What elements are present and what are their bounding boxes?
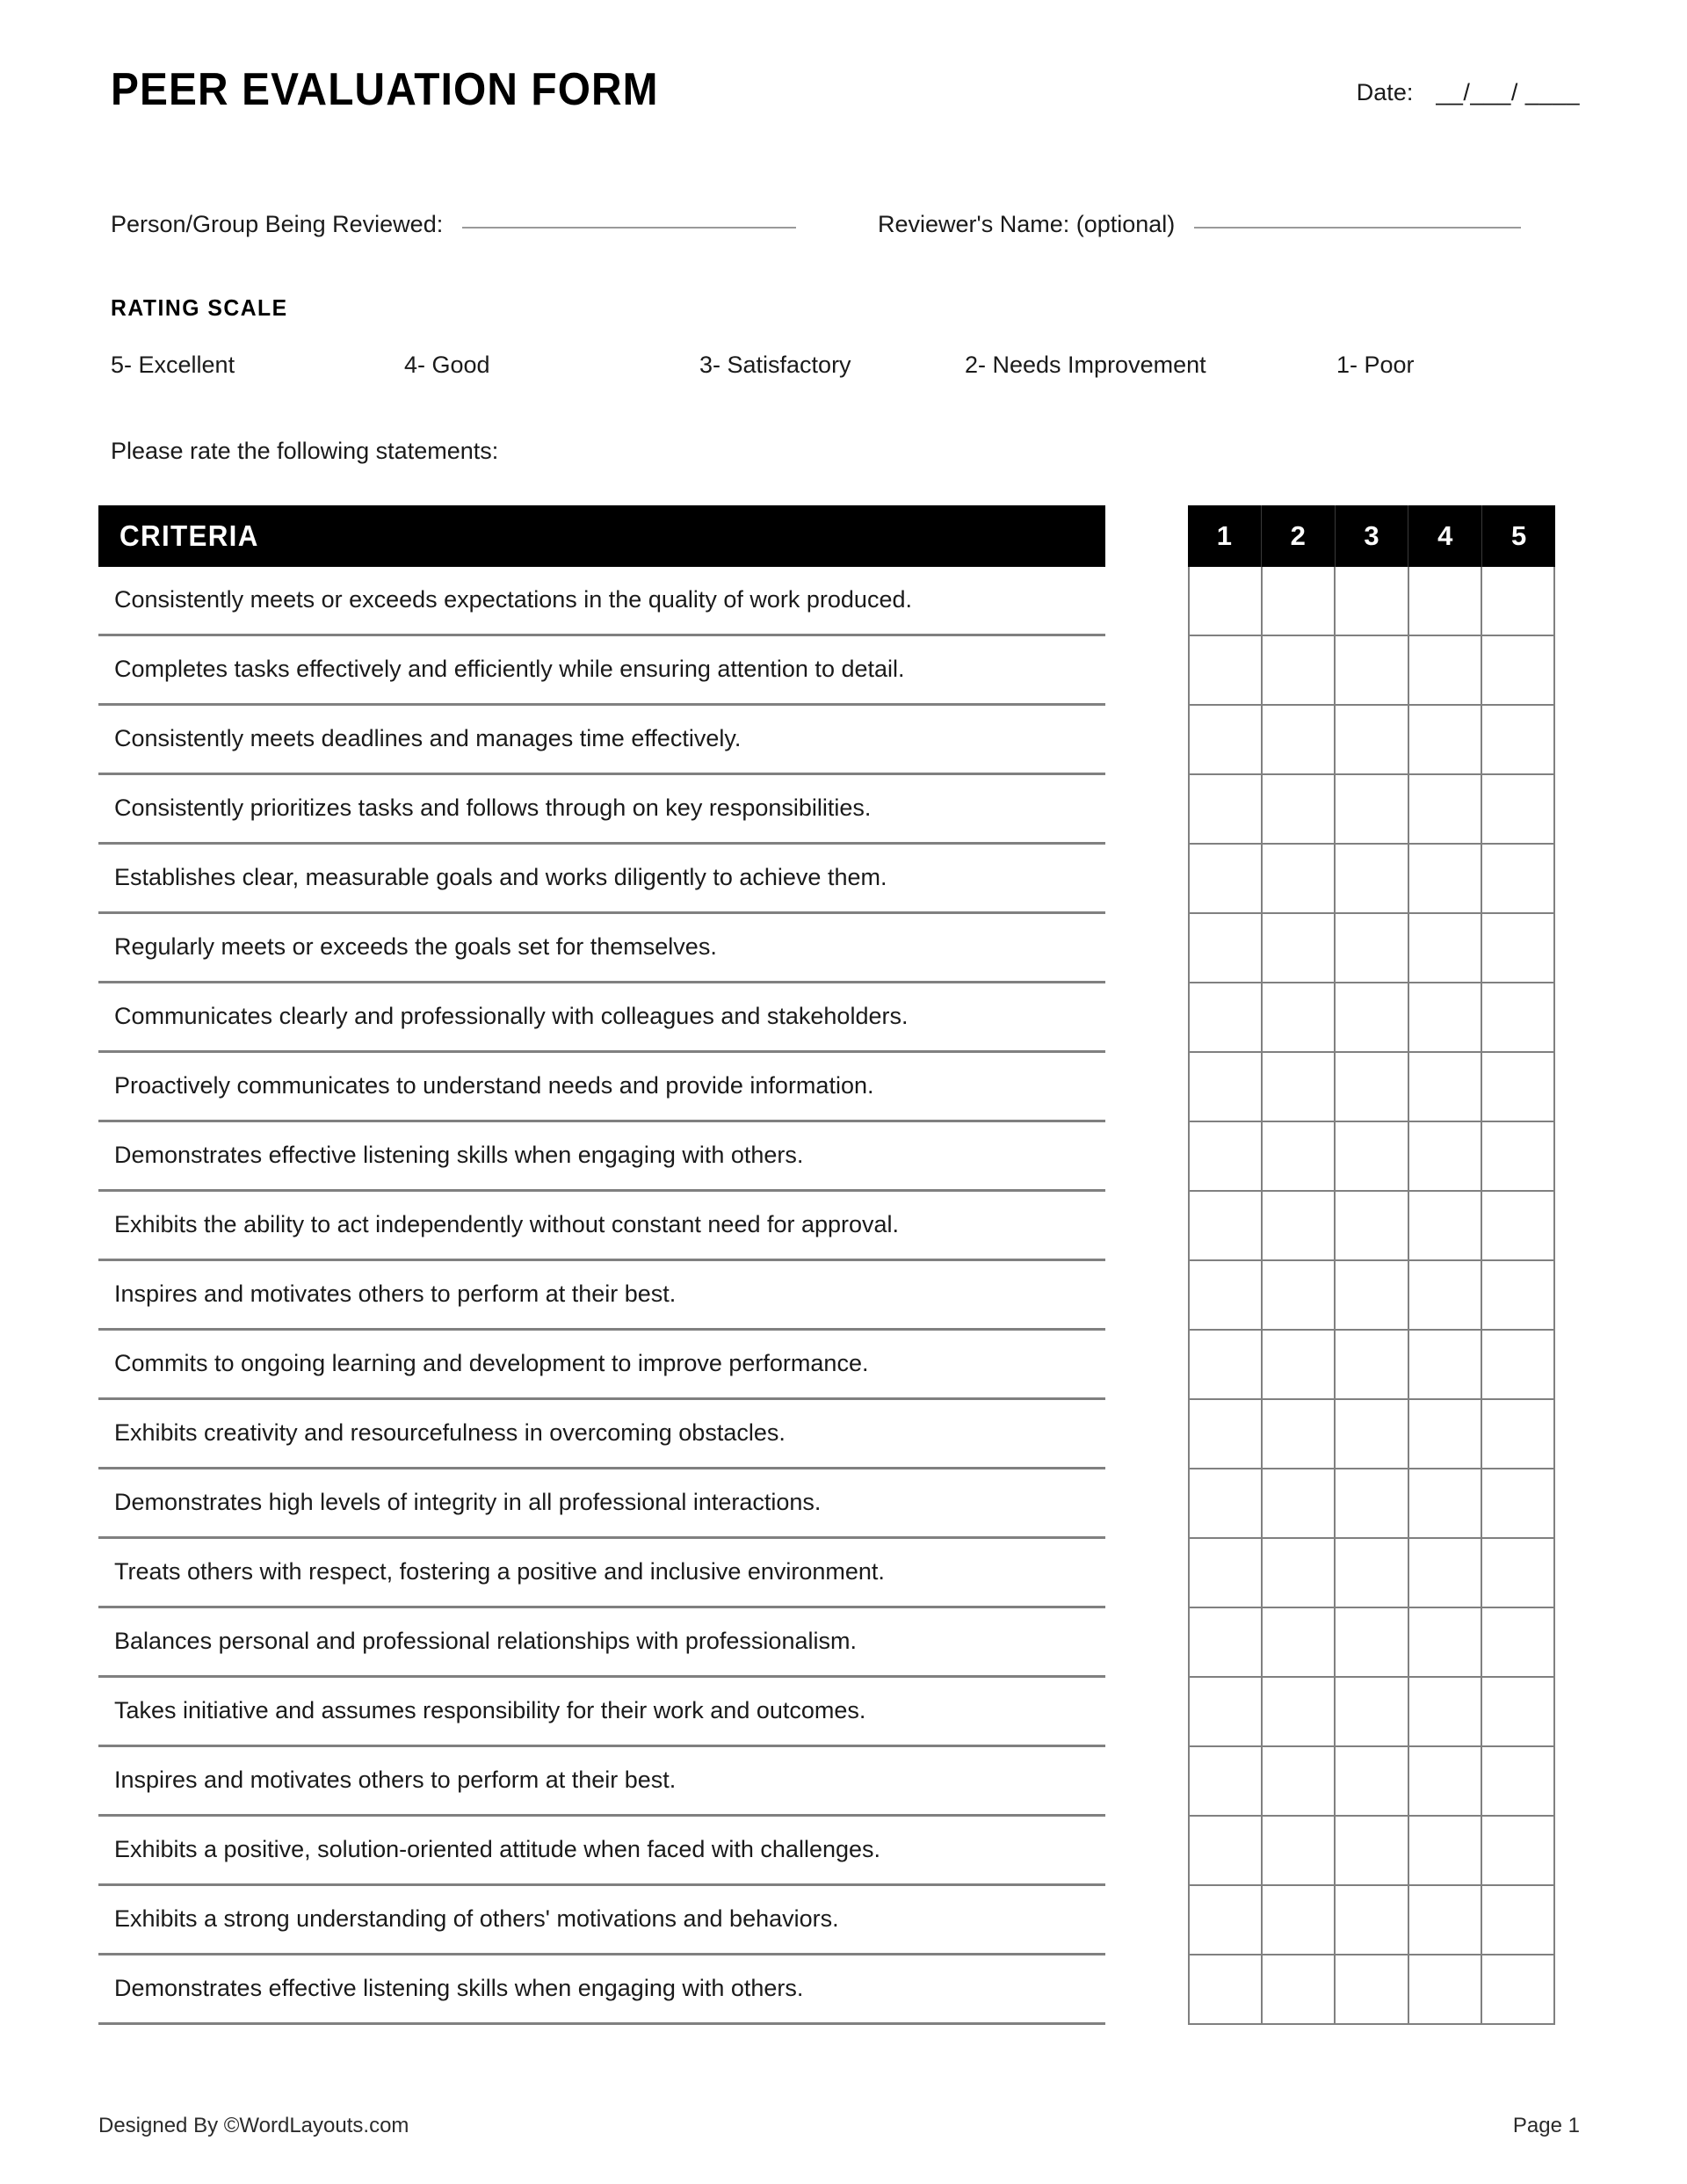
rating-cell-4[interactable] <box>1409 1122 1482 1192</box>
rating-cell-5[interactable] <box>1482 1469 1555 1539</box>
criteria-row <box>98 567 1105 636</box>
reviewer-name-label: Reviewer's Name: (optional) <box>878 211 1176 237</box>
rating-grid-body <box>1188 567 1555 2025</box>
date-field-group <box>1357 79 1580 106</box>
rating-grid-row <box>1190 1469 1555 1539</box>
rating-cell-3[interactable] <box>1336 1192 1408 1261</box>
rating-cell-1[interactable] <box>1190 1122 1263 1192</box>
rating-cell-5[interactable] <box>1482 1747 1555 1817</box>
rating-cell-3[interactable] <box>1336 1608 1408 1678</box>
criteria-text: Consistently meets deadlines and manages time effectively. <box>114 725 742 752</box>
criteria-text: Demonstrates high levels of integrity in all professional interactions. <box>114 1489 822 1516</box>
criteria-row <box>98 845 1105 914</box>
rating-scale-item-3: 3- Satisfactory <box>699 352 851 378</box>
rating-cell-4[interactable] <box>1409 1331 1482 1400</box>
criteria-text: Exhibits a strong understanding of others' motivations and behaviors. <box>114 1905 839 1933</box>
rating-cell-3[interactable] <box>1336 636 1408 706</box>
rating-cell-4[interactable] <box>1409 1053 1482 1122</box>
rating-cell-1[interactable] <box>1190 1053 1263 1122</box>
rating-grid-row <box>1190 845 1555 914</box>
rating-cell-3[interactable] <box>1336 1122 1408 1192</box>
criteria-row <box>98 1955 1105 2025</box>
rating-cell-2[interactable] <box>1263 914 1336 983</box>
rating-cell-4[interactable] <box>1409 1192 1482 1261</box>
rating-grid-row <box>1190 1261 1555 1331</box>
rating-cell-2[interactable] <box>1263 1955 1336 2025</box>
person-group-reviewed-label: Person/Group Being Reviewed: <box>111 211 444 237</box>
page-title: PEER EVALUATION FORM <box>111 64 659 115</box>
rating-grid-row <box>1190 1331 1555 1400</box>
rating-cell-1[interactable] <box>1190 1886 1263 1955</box>
rating-cell-2[interactable] <box>1263 1122 1336 1192</box>
rating-cell-4[interactable] <box>1409 1261 1482 1331</box>
person-group-reviewed-field <box>111 211 796 238</box>
criteria-text: Demonstrates effective listening skills when engaging with others. <box>114 1975 804 2002</box>
rating-cell-3[interactable] <box>1336 1469 1408 1539</box>
rating-cell-5[interactable] <box>1482 706 1555 775</box>
rating-cell-2[interactable] <box>1263 1331 1336 1400</box>
rating-cell-5[interactable] <box>1482 1331 1555 1400</box>
rating-cell-3[interactable] <box>1336 1261 1408 1331</box>
rating-cell-3[interactable] <box>1336 914 1408 983</box>
rating-scale-item-5: 5- Excellent <box>111 352 235 378</box>
rating-cell-4[interactable] <box>1409 1747 1482 1817</box>
page-footer <box>98 2114 1580 2138</box>
identity-row <box>111 211 1580 251</box>
rating-cell-5[interactable] <box>1482 1608 1555 1678</box>
rating-cell-5[interactable] <box>1482 1122 1555 1192</box>
rating-cell-2[interactable] <box>1263 1886 1336 1955</box>
rating-grid-row <box>1190 706 1555 775</box>
criteria-row <box>98 1469 1105 1539</box>
person-group-reviewed-input[interactable] <box>462 227 796 229</box>
rating-column-header-2: 2 <box>1261 505 1335 567</box>
rating-grid-row <box>1190 775 1555 845</box>
rating-grid-row <box>1190 1122 1555 1192</box>
page-number: Page 1 <box>1512 2114 1580 2137</box>
rating-cell-1[interactable] <box>1190 567 1263 636</box>
rating-column-header-1: 1 <box>1216 520 1233 551</box>
criteria-row <box>98 1747 1105 1817</box>
criteria-text: Balances personal and professional relationships with professionalism. <box>114 1628 857 1655</box>
criteria-row <box>98 1817 1105 1886</box>
criteria-row <box>98 983 1105 1053</box>
criteria-text: Commits to ongoing learning and development to improve performance. <box>114 1350 869 1377</box>
rating-cell-4[interactable] <box>1409 983 1482 1053</box>
rating-cell-5[interactable] <box>1482 1261 1555 1331</box>
rating-grid-row <box>1190 1053 1555 1122</box>
rating-grid-row <box>1190 1678 1555 1747</box>
criteria-table-header <box>98 505 1105 567</box>
rating-cell-2[interactable] <box>1263 983 1336 1053</box>
rating-cell-2[interactable] <box>1263 1261 1336 1331</box>
rating-grid-row <box>1190 1955 1555 2025</box>
criteria-row <box>98 706 1105 775</box>
criteria-row <box>98 1122 1105 1192</box>
criteria-text: Completes tasks effectively and efficiently while ensuring attention to detail. <box>114 656 905 683</box>
rating-cell-4[interactable] <box>1409 1469 1482 1539</box>
rating-cell-4[interactable] <box>1409 1817 1482 1886</box>
rating-cell-2[interactable] <box>1263 1192 1336 1261</box>
rating-cell-3[interactable] <box>1336 1955 1408 2025</box>
rating-cell-3[interactable] <box>1336 567 1408 636</box>
rating-cell-2[interactable] <box>1263 1539 1336 1608</box>
criteria-row <box>98 1886 1105 1955</box>
rating-cell-3[interactable] <box>1336 845 1408 914</box>
rating-grid <box>1188 505 1555 2025</box>
rating-cell-1[interactable] <box>1190 1608 1263 1678</box>
rating-scale-item-4: 4- Good <box>404 352 490 378</box>
criteria-row <box>98 1261 1105 1331</box>
criteria-row <box>98 775 1105 845</box>
rating-cell-1[interactable] <box>1190 636 1263 706</box>
rating-cell-5[interactable] <box>1482 1053 1555 1122</box>
rating-cell-5[interactable] <box>1482 914 1555 983</box>
rating-cell-2[interactable] <box>1263 567 1336 636</box>
rating-cell-5[interactable] <box>1482 1400 1555 1469</box>
rating-cell-5[interactable] <box>1482 1886 1555 1955</box>
rating-cell-3[interactable] <box>1336 1539 1408 1608</box>
criteria-row <box>98 1608 1105 1678</box>
criteria-text: Communicates clearly and professionally with colleagues and stakeholders. <box>114 1003 909 1030</box>
rating-cell-1[interactable] <box>1190 1261 1263 1331</box>
criteria-text: Exhibits the ability to act independently without constant need for approval. <box>114 1211 900 1238</box>
rating-column-header-3: 3 <box>1335 505 1408 567</box>
rating-cell-4[interactable] <box>1409 1886 1482 1955</box>
criteria-table <box>98 505 1105 2025</box>
criteria-text: Inspires and motivates others to perform at their best. <box>114 1281 677 1308</box>
rating-cell-1[interactable] <box>1190 1678 1263 1747</box>
rating-cell-3[interactable] <box>1336 1678 1408 1747</box>
rating-grid-row <box>1190 1539 1555 1608</box>
rating-cell-5[interactable] <box>1482 1678 1555 1747</box>
rating-cell-5[interactable] <box>1482 1539 1555 1608</box>
reviewer-name-field <box>878 211 1521 238</box>
rating-cell-4[interactable] <box>1409 1678 1482 1747</box>
rating-cell-2[interactable] <box>1263 845 1336 914</box>
rating-cell-4[interactable] <box>1409 706 1482 775</box>
rating-grid-header <box>1188 505 1555 567</box>
criteria-text: Demonstrates effective listening skills when engaging with others. <box>114 1142 804 1169</box>
rating-column-header-4: 4 <box>1408 505 1481 567</box>
rating-grid-row <box>1190 1400 1555 1469</box>
criteria-row <box>98 636 1105 706</box>
rating-cell-2[interactable] <box>1263 1608 1336 1678</box>
rating-grid-row <box>1190 914 1555 983</box>
rating-cell-3[interactable] <box>1336 775 1408 845</box>
rating-cell-5[interactable] <box>1482 1817 1555 1886</box>
criteria-text: Regularly meets or exceeds the goals set for themselves. <box>114 933 717 961</box>
rating-cell-2[interactable] <box>1263 1678 1336 1747</box>
rating-cell-4[interactable] <box>1409 1608 1482 1678</box>
criteria-row <box>98 914 1105 983</box>
rating-cell-1[interactable] <box>1190 1192 1263 1261</box>
criteria-row <box>98 1539 1105 1608</box>
criteria-row <box>98 1331 1105 1400</box>
rating-cell-5[interactable] <box>1482 1955 1555 2025</box>
criteria-list <box>98 567 1105 2025</box>
rating-cell-5[interactable] <box>1482 775 1555 845</box>
rating-cell-5[interactable] <box>1482 983 1555 1053</box>
reviewer-name-input[interactable] <box>1194 227 1521 229</box>
rating-cell-3[interactable] <box>1336 983 1408 1053</box>
rating-cell-3[interactable] <box>1336 1747 1408 1817</box>
date-label: Date: <box>1356 79 1414 105</box>
rating-cell-3[interactable] <box>1336 1400 1408 1469</box>
rating-cell-4[interactable] <box>1409 1400 1482 1469</box>
criteria-text: Inspires and motivates others to perform at their best. <box>114 1767 677 1794</box>
criteria-text: Proactively communicates to understand needs and provide information. <box>114 1072 874 1099</box>
rating-grid-row <box>1190 983 1555 1053</box>
criteria-row <box>98 1192 1105 1261</box>
rating-grid-row <box>1190 1192 1555 1261</box>
rating-cell-2[interactable] <box>1263 1469 1336 1539</box>
rating-cell-2[interactable] <box>1263 1400 1336 1469</box>
rating-cell-1[interactable] <box>1190 1817 1263 1886</box>
rating-cell-3[interactable] <box>1336 1817 1408 1886</box>
rating-cell-5[interactable] <box>1482 636 1555 706</box>
criteria-text: Treats others with respect, fostering a positive and inclusive environment. <box>114 1558 885 1585</box>
rating-grid-row <box>1190 567 1555 636</box>
rating-scale-item-2: 2- Needs Improvement <box>965 352 1206 378</box>
rating-cell-1[interactable] <box>1190 706 1263 775</box>
instruction-text: Please rate the following statements: <box>111 438 499 464</box>
rating-cell-5[interactable] <box>1482 567 1555 636</box>
rating-cell-4[interactable] <box>1409 567 1482 636</box>
rating-grid-row <box>1190 1608 1555 1678</box>
rating-cell-4[interactable] <box>1409 775 1482 845</box>
criteria-row <box>98 1053 1105 1122</box>
rating-scale-legend <box>111 352 1534 387</box>
date-input-slots[interactable]: __/___/ ____ <box>1436 79 1580 105</box>
rating-cell-4[interactable] <box>1409 636 1482 706</box>
rating-cell-1[interactable] <box>1190 914 1263 983</box>
criteria-text: Consistently prioritizes tasks and follows through on key responsibilities. <box>114 795 872 822</box>
rating-cell-1[interactable] <box>1190 983 1263 1053</box>
rating-cell-1[interactable] <box>1190 845 1263 914</box>
rating-cell-2[interactable] <box>1263 775 1336 845</box>
rating-cell-5[interactable] <box>1482 1192 1555 1261</box>
rating-scale-heading: RATING SCALE <box>111 294 288 321</box>
rating-grid-row <box>1190 1817 1555 1886</box>
rating-grid-row <box>1190 1747 1555 1817</box>
rating-cell-4[interactable] <box>1409 914 1482 983</box>
rating-cell-4[interactable] <box>1409 845 1482 914</box>
rating-cell-1[interactable] <box>1190 1331 1263 1400</box>
rating-cell-2[interactable] <box>1263 1053 1336 1122</box>
rating-cell-2[interactable] <box>1263 1747 1336 1817</box>
criteria-text: Takes initiative and assumes responsibility for their work and outcomes. <box>114 1697 866 1724</box>
rating-cell-1[interactable] <box>1190 1539 1263 1608</box>
rating-cell-3[interactable] <box>1336 1053 1408 1122</box>
rating-scale-item-1: 1- Poor <box>1336 352 1415 378</box>
criteria-text: Exhibits a positive, solution-oriented attitude when faced with challenges. <box>114 1836 881 1863</box>
rating-cell-1[interactable] <box>1190 1400 1263 1469</box>
criteria-header-label: CRITERIA <box>119 519 259 552</box>
criteria-text: Consistently meets or exceeds expectations in the quality of work produced. <box>114 586 912 613</box>
rating-grid-row <box>1190 636 1555 706</box>
rating-cell-1[interactable] <box>1190 1747 1263 1817</box>
rating-cell-1[interactable] <box>1190 1469 1263 1539</box>
rating-cell-4[interactable] <box>1409 1539 1482 1608</box>
criteria-text: Establishes clear, measurable goals and works diligently to achieve them. <box>114 864 887 891</box>
criteria-row <box>98 1400 1105 1469</box>
rating-cell-3[interactable] <box>1336 1331 1408 1400</box>
rating-cell-1[interactable] <box>1190 1955 1263 2025</box>
criteria-text: Exhibits creativity and resourcefulness in overcoming obstacles. <box>114 1419 786 1447</box>
rating-cell-1[interactable] <box>1190 775 1263 845</box>
rating-cell-2[interactable] <box>1263 636 1336 706</box>
rating-column-header-5: 5 <box>1481 505 1555 567</box>
rating-cell-3[interactable] <box>1336 1886 1408 1955</box>
rating-cell-5[interactable] <box>1482 845 1555 914</box>
rating-cell-2[interactable] <box>1263 706 1336 775</box>
criteria-row <box>98 1678 1105 1747</box>
designer-credit: Designed By ©WordLayouts.com <box>98 2114 409 2137</box>
rating-grid-row <box>1190 1886 1555 1955</box>
rating-cell-4[interactable] <box>1409 1955 1482 2025</box>
rating-cell-3[interactable] <box>1336 706 1408 775</box>
rating-cell-2[interactable] <box>1263 1817 1336 1886</box>
